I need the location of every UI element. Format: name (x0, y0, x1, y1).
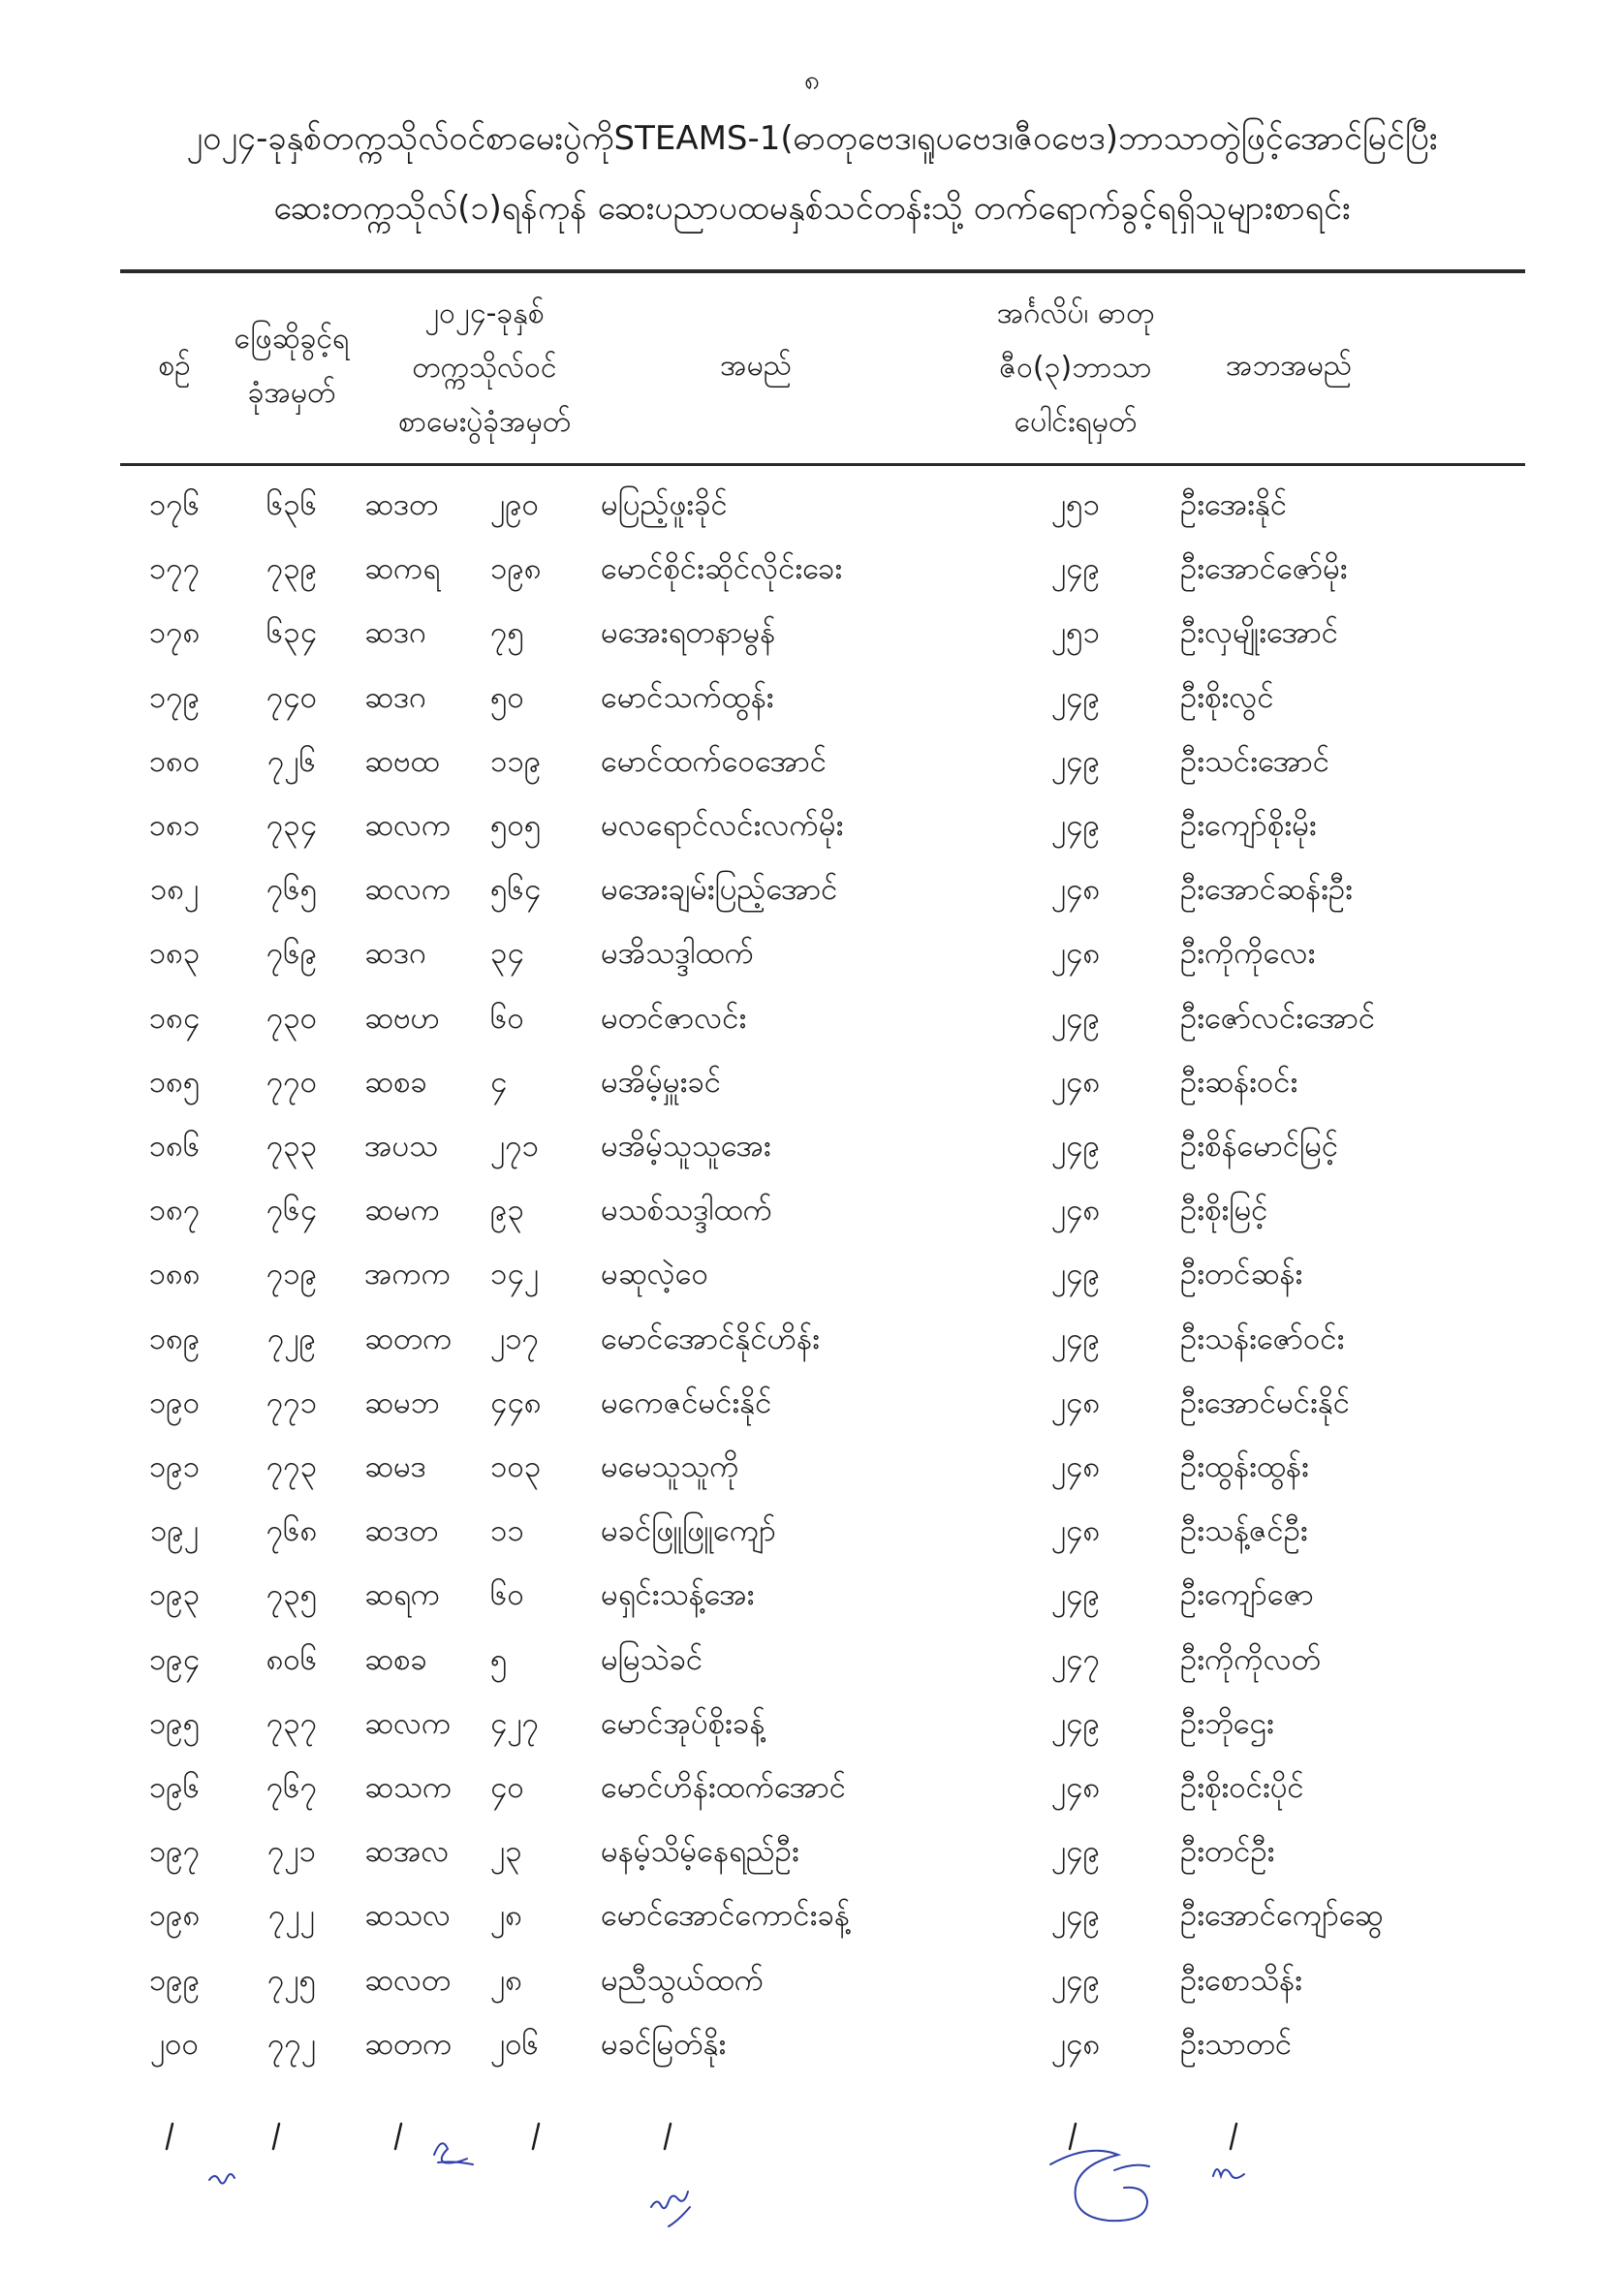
exam-seat-code-cell: ဆဒတ (364, 487, 439, 522)
exam-seat-number-cell: ၂၃ (490, 1834, 522, 1870)
table-row (0, 857, 1624, 921)
header-father-name: အဘအမည် (1225, 349, 1353, 383)
document-title-line-2: ဆေးတက္ကသိုလ်(၁)ရန်ကုန် ဆေးပညာပထမနှစ်သင်တန်းသို့ တက်ရောက်ခွင့်ရရှိသူများစာရင်း (273, 189, 1351, 228)
father-name-cell: ဦးသန့်ဇင်ဦး (1180, 1513, 1308, 1549)
exam-seat-number-cell: ၄ (490, 1064, 508, 1100)
initials-signature (651, 2192, 690, 2226)
exam-seat-code-cell: ဆဒဂ (364, 615, 426, 651)
serial-cell: ၁၇၉ (148, 679, 201, 715)
exam-seat-code-cell: ဆလက (364, 872, 452, 908)
exam-seat-code-cell: ဆစခ (364, 1064, 427, 1100)
tick-mark (533, 2124, 539, 2149)
table-row (0, 1178, 1624, 1242)
table-row (0, 1114, 1624, 1178)
exam-seat-code-cell: ဆတက (364, 2026, 453, 2062)
exam-seat-code-cell: ဆစခ (364, 1641, 427, 1677)
exam-seat-number-cell: ၁၉၈ (490, 551, 542, 587)
exam-seat-code-cell: ဆသလ (364, 1898, 452, 1934)
serial-cell: ၁၉၃ (148, 1577, 201, 1613)
student-name-cell: မောင်အုပ်စိုးခန့် (601, 1705, 765, 1741)
father-name-cell: ဦးဘိုဌေး (1180, 1705, 1274, 1741)
exam-seat-number-cell: ၄၀ (490, 1770, 524, 1805)
admission-no-cell: ၇၃၄ (265, 808, 318, 843)
student-name-cell: မမေသူသူကို (601, 1449, 739, 1484)
table-row (0, 1435, 1624, 1499)
exam-seat-number-cell: ၆၀ (490, 1577, 524, 1613)
tick-mark (273, 2124, 279, 2149)
exam-seat-number-cell: ၁၁ (490, 1513, 524, 1549)
admission-no-cell: ၇၆၈ (265, 1513, 318, 1549)
exam-seat-code-cell: ဆရက (364, 1577, 441, 1613)
father-name-cell: ဦးတင်ဆန်း (1180, 1257, 1303, 1292)
table-row (0, 537, 1624, 601)
exam-seat-code-cell: ဆလတ (364, 1962, 452, 1998)
serial-cell: ၁၈၃ (148, 936, 201, 972)
admission-no-cell: ၇၇၂ (266, 2026, 317, 2062)
father-name-cell: ဦးအောင်ဇော်မိုး (1180, 551, 1348, 587)
student-name-cell: မောင်အောင်ကောင်းခန့် (601, 1898, 850, 1934)
exam-seat-code-cell: ဆကရ (364, 551, 441, 587)
serial-cell: ၁၉၂ (149, 1513, 200, 1549)
total-marks-cell: ၂၄၈ (1050, 1193, 1101, 1229)
admission-no-cell: ၇၇၁ (265, 1384, 318, 1420)
serial-cell: ၁၈၆ (148, 1129, 201, 1164)
table-row (0, 1883, 1624, 1947)
father-name-cell: ဦးသာတင် (1180, 2026, 1293, 2062)
student-name-cell: မောင်ထက်ဝေအောင် (601, 743, 828, 779)
father-name-cell: ဦးကျော်စိုးမိုး (1180, 808, 1317, 843)
table-row (0, 473, 1624, 537)
initials-signature (434, 2143, 473, 2164)
exam-seat-code-cell: ဆမဒ (364, 1449, 426, 1484)
table-row (0, 1050, 1624, 1114)
father-name-cell: ဦးသင်းအောင် (1180, 743, 1330, 779)
table-row (0, 666, 1624, 730)
initials-signature (1213, 2169, 1244, 2178)
table-row (0, 1628, 1624, 1692)
initials-signature (1050, 2151, 1149, 2221)
serial-cell: ၁၉၁ (148, 1449, 201, 1484)
father-name-cell: ဦးအောင်ဆန်းဦး (1180, 872, 1354, 908)
total-marks-cell: ၂၄၉ (1050, 1705, 1101, 1741)
table-row (0, 1307, 1624, 1371)
exam-seat-number-cell: ၅၀၅ (490, 808, 542, 843)
total-marks-cell: ၂၄၉ (1050, 1577, 1101, 1613)
exam-seat-code-cell: ဆသက (364, 1770, 453, 1805)
serial-cell: ၁၉၆ (148, 1770, 201, 1805)
father-name-cell: ဦးစိန်မောင်မြင့် (1180, 1129, 1339, 1164)
document-title-line-1: ၂၀၂၄-ခုနှစ်တက္ကသိုလ်ဝင်စာမေးပွဲကိုSTEAMS-1(ဓာတုဗေဒ၊ရူပဗေဒ၊ဇီဝဗေဒ)ဘာသာတွဲဖြင့်အောင်မြင်ပြီး (186, 119, 1438, 158)
serial-cell: ၁၉၀ (148, 1384, 201, 1420)
serial-cell: ၁၈၉ (148, 1321, 201, 1356)
serial-cell: ၁၉၄ (148, 1641, 201, 1677)
total-marks-cell: ၂၄၇ (1050, 1641, 1101, 1677)
student-name-cell: မခင်မြတ်နိုး (601, 2026, 727, 2062)
serial-cell: ၁၈၄ (148, 1000, 201, 1036)
table-row (0, 1563, 1624, 1627)
total-marks-cell: ၂၄၈ (1050, 1449, 1101, 1484)
total-marks-cell: ၂၄၉ (1050, 1321, 1101, 1356)
father-name-cell: ဦးစောသိန်း (1180, 1962, 1302, 1998)
table-row (0, 921, 1624, 985)
table-row (0, 1692, 1624, 1756)
student-name-cell: မကေဇင်မင်းနိုင် (601, 1384, 772, 1420)
exam-seat-number-cell: ၂၉၀ (490, 487, 540, 522)
student-name-cell: မပြည့်ဖူးခိုင် (601, 487, 728, 522)
exam-seat-number-cell: ၄၄၈ (490, 1384, 542, 1420)
student-name-cell: မလရောင်လင်းလက်မိုး (601, 808, 844, 843)
serial-cell: ၁၈၀ (148, 743, 201, 779)
total-marks-cell: ၂၅၁ (1050, 615, 1101, 651)
admission-no-cell: ၇၆၄ (265, 1193, 318, 1229)
student-name-cell: မအိမ့်မှူးခင် (601, 1064, 722, 1100)
father-name-cell: ဦးကျော်ဇော (1180, 1577, 1314, 1613)
total-marks-cell: ၂၄၉ (1050, 1129, 1101, 1164)
header-admission-no: ဖြေဆိုခွင့်ရ ခုံအမှတ် (234, 322, 350, 410)
table-row (0, 1499, 1624, 1563)
student-name-cell: မအေးချမ်းပြည့်အောင် (601, 872, 838, 908)
table-row (0, 601, 1624, 665)
tick-mark (665, 2124, 671, 2149)
serial-cell: ၁၈၅ (148, 1064, 201, 1100)
exam-seat-code-cell: ဆလက (364, 1705, 452, 1741)
total-marks-cell: ၂၄၉ (1050, 1257, 1101, 1292)
total-marks-cell: ၂၄၉ (1050, 1000, 1101, 1036)
initials-signature (209, 2174, 234, 2184)
exam-seat-code-cell: ဆတက (364, 1321, 453, 1356)
table-row (0, 1242, 1624, 1306)
exam-seat-code-cell: ဆဗဟ (364, 1000, 441, 1036)
total-marks-cell: ၂၄၈ (1050, 1770, 1101, 1805)
total-marks-cell: ၂၄၉ (1050, 808, 1101, 843)
exam-seat-number-cell: ၂၇၁ (490, 1129, 540, 1164)
father-name-cell: ဦးကိုကိုလေး (1180, 936, 1316, 972)
student-name-cell: မောင်ဟိန်းထက်အောင် (601, 1770, 847, 1805)
student-name-cell: မညီသွယ်ထက် (601, 1962, 765, 1998)
student-name-cell: မောင်စိုင်းဆိုင်လိုင်းခေး (601, 551, 843, 587)
table-row (0, 986, 1624, 1050)
father-name-cell: ဦးထွန်းထွန်း (1180, 1449, 1309, 1484)
student-name-cell: မရှင်းသန့်အေး (601, 1577, 755, 1613)
tick-mark (167, 2124, 172, 2149)
student-name-cell: မအေးရတနာမွန် (601, 615, 776, 651)
table-row (0, 793, 1624, 857)
total-marks-cell: ၂၄၈ (1050, 1384, 1101, 1420)
serial-cell: ၁၇၈ (148, 615, 201, 651)
admission-no-cell: ၇၆၅ (265, 872, 318, 908)
exam-seat-number-cell: ၅ (490, 1641, 508, 1677)
total-marks-cell: ၂၄၉ (1050, 551, 1101, 587)
father-name-cell: ဦးအောင်ကျော်ဆွေ (1180, 1898, 1384, 1934)
exam-seat-code-cell: ဆအလ (364, 1834, 450, 1870)
father-name-cell: ဦးဇော်လင်းအောင် (1180, 1000, 1376, 1036)
serial-cell: ၁၉၈ (148, 1898, 201, 1934)
father-name-cell: ဦးကိုကိုလတ် (1180, 1641, 1321, 1677)
total-marks-cell: ၂၄၉ (1050, 679, 1101, 715)
serial-cell: ၁၈၂ (149, 872, 200, 908)
admission-no-cell: ၈၀၆ (265, 1641, 318, 1677)
admission-no-cell: ၇၃၇ (265, 1705, 318, 1741)
serial-cell: ၁၉၅ (148, 1705, 201, 1741)
serial-cell: ၁၇၇ (148, 551, 201, 587)
exam-seat-code-cell: ဆဒဂ (364, 679, 426, 715)
serial-cell: ၁၉၉ (148, 1962, 201, 1998)
admission-no-cell: ၇၇၃ (265, 1449, 318, 1484)
exam-seat-number-cell: ၃၄ (490, 936, 524, 972)
father-name-cell: ဦးသန်းဇော်ဝင်း (1180, 1321, 1345, 1356)
exam-seat-number-cell: ၇၅ (490, 615, 524, 651)
exam-seat-code-cell: ဆလက (364, 808, 452, 843)
total-marks-cell: ၂၄၉ (1050, 1834, 1101, 1870)
table-row (0, 730, 1624, 793)
student-name-cell: မအိမ့်သူသူအေး (601, 1129, 771, 1164)
exam-seat-number-cell: ၂၈ (490, 1962, 522, 1998)
serial-cell: ၁၈၈ (148, 1257, 201, 1292)
exam-seat-code-cell: ဆမဘ (364, 1384, 440, 1420)
student-name-cell: မတင်ဇာလင်း (601, 1000, 747, 1036)
father-name-cell: ဦးအောင်မင်းနိုင် (1180, 1384, 1351, 1420)
table-row (0, 1371, 1624, 1435)
total-marks-cell: ၂၅၁ (1050, 487, 1101, 522)
father-name-cell: ဦးအေးနိုင် (1180, 487, 1288, 522)
exam-seat-number-cell: ၁၁၉ (490, 743, 542, 779)
exam-seat-code-cell: ဆဒတ (364, 1513, 439, 1549)
admission-no-cell: ၇၃၃ (265, 1129, 318, 1164)
total-marks-cell: ၂၄၉ (1050, 743, 1101, 779)
exam-seat-number-cell: ၄၂၇ (490, 1705, 540, 1741)
exam-seat-code-cell: ဆဗထ (364, 743, 440, 779)
table-row (0, 1756, 1624, 1820)
student-name-cell: မခင်ဖြူဖြူကျော် (601, 1513, 776, 1549)
admission-no-cell: ၇၂၁ (266, 1834, 317, 1870)
total-marks-cell: ၂၄၈ (1050, 1513, 1101, 1549)
table-row (0, 1820, 1624, 1883)
serial-cell: ၁၈၁ (148, 808, 201, 843)
exam-seat-number-cell: ၁၄၂ (490, 1257, 540, 1292)
exam-seat-number-cell: ၅၆၄ (490, 872, 542, 908)
father-name-cell: ဦးစိုးဝင်းပိုင် (1180, 1770, 1304, 1805)
admission-no-cell: ၇၂၆ (266, 743, 317, 779)
admission-no-cell: ၇၃၉ (265, 551, 318, 587)
exam-seat-number-cell: ၁၀၃ (490, 1449, 542, 1484)
admission-no-cell: ၇၃၅ (265, 1577, 318, 1613)
table-header-rule (120, 463, 1525, 466)
father-name-cell: ဦးဆန်းဝင်း (1180, 1064, 1298, 1100)
admission-no-cell: ၆၃၄ (265, 615, 318, 651)
serial-cell: ၂၀၀ (149, 2026, 200, 2062)
table-top-rule (120, 269, 1525, 273)
student-name-cell: မောင်အောင်နိုင်ဟိန်း (601, 1321, 820, 1356)
admission-no-cell: ၇၂၂ (268, 1898, 315, 1934)
header-exam-seat-no: ၂၀၂၄-ခုနှစ် တက္ကသိုလ်ဝင် စာမေးပွဲခုံအမှတ် (397, 296, 572, 439)
student-name-cell: မအိသဒ္ဒါထက် (601, 936, 754, 972)
admission-no-cell: ၇၃၀ (265, 1000, 318, 1036)
exam-seat-number-cell: ၂၁၇ (490, 1321, 540, 1356)
exam-seat-number-cell: ၅၀ (490, 679, 524, 715)
admission-no-cell: ၇၄၀ (265, 679, 318, 715)
exam-seat-number-cell: ၆၀ (490, 1000, 524, 1036)
exam-seat-code-cell: အပသ (364, 1129, 439, 1164)
header-serial: စဉ် (158, 349, 191, 383)
father-name-cell: ဦးလှမျိုးအောင် (1180, 615, 1339, 651)
student-name-cell: မမြသဲခင် (601, 1641, 703, 1677)
serial-cell: ၁၇၆ (148, 487, 201, 522)
exam-seat-code-cell: အကက (364, 1257, 452, 1292)
student-name-cell: မနမ့်သိမ့်နေရည်ဦး (601, 1834, 799, 1870)
admission-no-cell: ၇၁၉ (265, 1257, 318, 1292)
table-row (0, 1948, 1624, 2012)
page-number: ၈ (804, 64, 820, 96)
student-name-cell: မသစ်သဒ္ဒါထက် (601, 1193, 772, 1229)
father-name-cell: ဦးတင်ဦး (1180, 1834, 1275, 1870)
admission-no-cell: ၆၃၆ (265, 487, 318, 522)
admission-no-cell: ၇၂၉ (266, 1321, 317, 1356)
exam-seat-number-cell: ၉၃ (490, 1193, 524, 1229)
header-name: အမည် (720, 349, 792, 383)
tick-mark (1070, 2124, 1076, 2149)
signature-strip (0, 2102, 1624, 2267)
admission-no-cell: ၇၆၇ (265, 1770, 318, 1805)
student-name-cell: မောင်သက်ထွန်း (601, 679, 774, 715)
admission-no-cell: ၇၂၅ (266, 1962, 317, 1998)
exam-seat-code-cell: ဆမက (364, 1193, 441, 1229)
total-marks-cell: ၂၄၈ (1050, 1064, 1101, 1100)
admission-no-cell: ၇၆၉ (265, 936, 318, 972)
total-marks-cell: ၂၄၈ (1050, 2026, 1101, 2062)
father-name-cell: ဦးစိုးလွင် (1180, 679, 1274, 715)
header-total-marks: အင်္ဂလိပ်၊ ဓာတု ဇီဝ(၃)ဘာသာ ပေါင်းရမှတ် (996, 296, 1155, 439)
total-marks-cell: ၂၄၈ (1050, 936, 1101, 972)
tick-mark (395, 2124, 401, 2149)
exam-seat-code-cell: ဆဒဂ (364, 936, 426, 972)
table-row (0, 2012, 1624, 2076)
father-name-cell: ဦးစိုးမြင့် (1180, 1193, 1268, 1229)
total-marks-cell: ၂၄၉ (1050, 1898, 1101, 1934)
serial-cell: ၁၉၇ (148, 1834, 201, 1870)
admission-no-cell: ၇၇၀ (265, 1064, 318, 1100)
exam-seat-number-cell: ၂၈ (490, 1898, 522, 1934)
total-marks-cell: ၂၄၈ (1050, 872, 1101, 908)
tick-mark (1231, 2124, 1236, 2149)
student-name-cell: မဆုလဲ့ဝေ (601, 1257, 708, 1292)
exam-seat-number-cell: ၂၀၆ (490, 2026, 540, 2062)
total-marks-cell: ၂၄၉ (1050, 1962, 1101, 1998)
serial-cell: ၁၈၇ (148, 1193, 201, 1229)
